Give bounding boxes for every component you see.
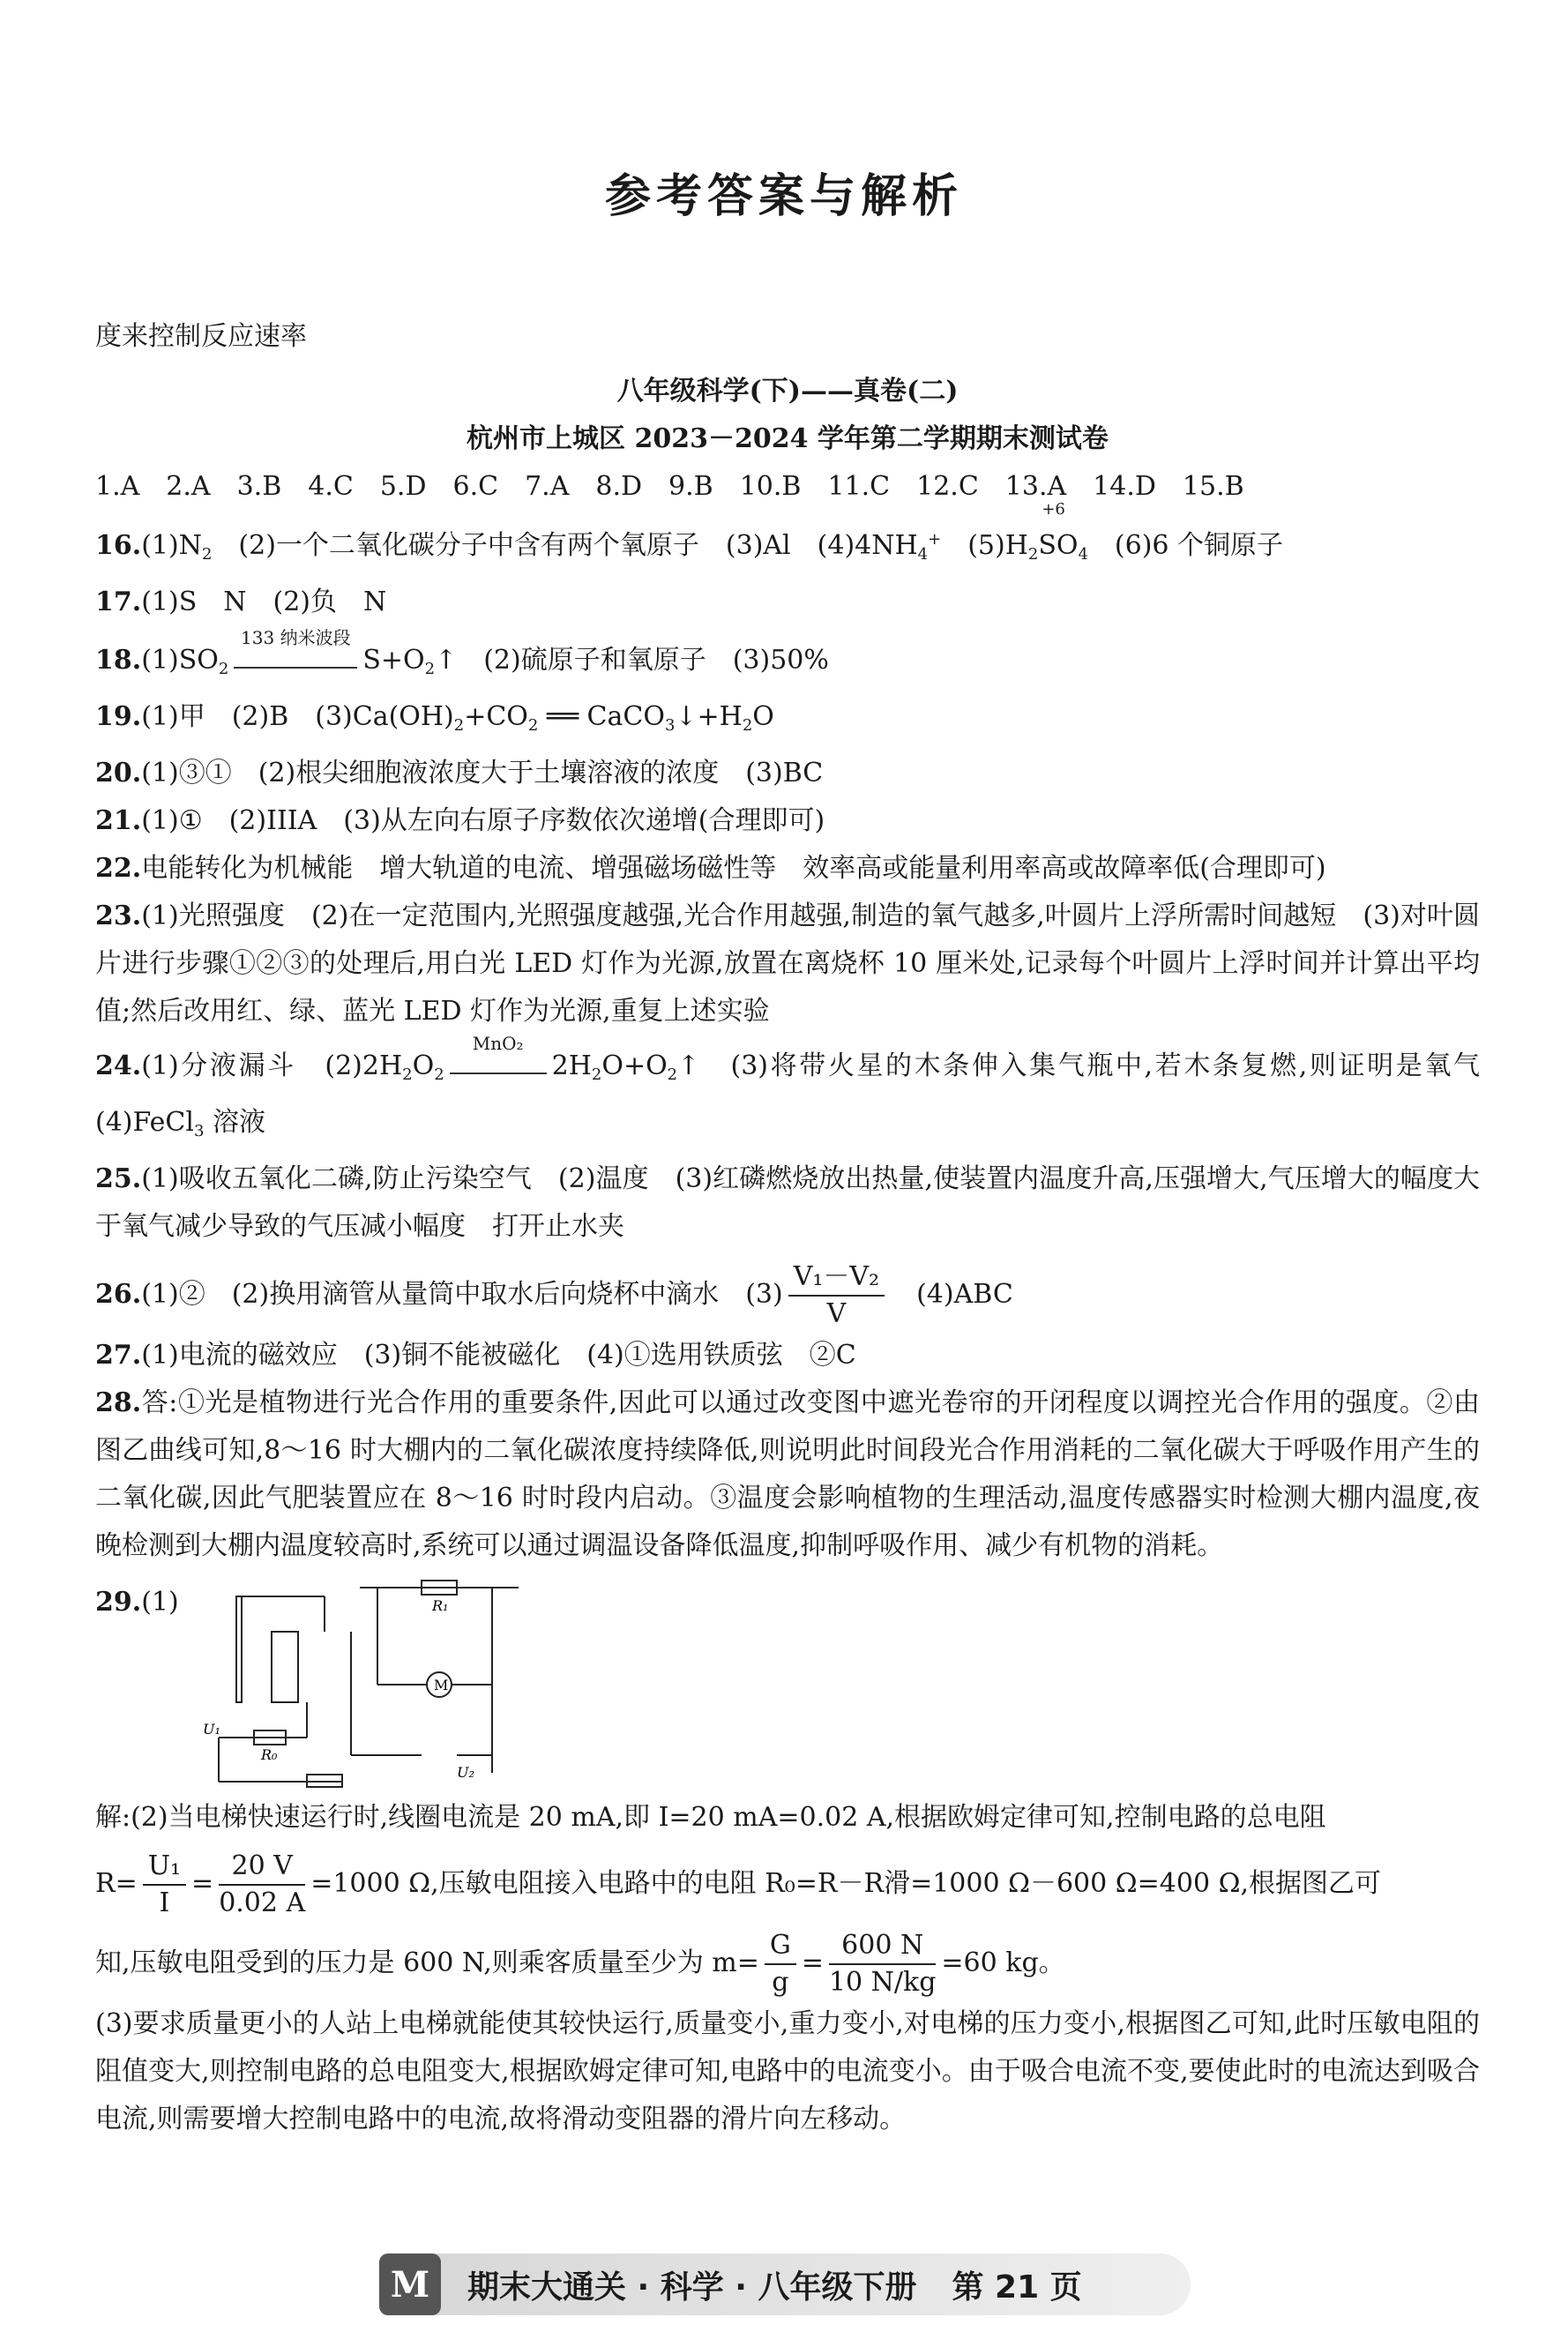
text: (1)吸收五氧化二磷,防止污染空气 (2)温度 (3)红磷燃烧放出热量,使装置内温度升高,压强增大,气压增大的幅度大于氧气减少导致的气压减小幅度 打开止水夹 [95,1163,1480,1242]
text: (1)分液漏斗 (2)2H [141,1050,403,1081]
text: ↓+H [675,701,743,732]
subscript: 2 [424,660,436,678]
q-number: 25. [95,1163,142,1194]
text: (1)甲 (2)B (3)Ca(OH) [141,701,454,732]
section-title: 八年级科学(下)——真卷(二) [616,376,959,407]
q-number: 17. [95,587,142,617]
answer-23 [95,893,1480,1035]
subscript: 2 [1027,545,1039,564]
answer-26 [95,1259,1480,1332]
answer-21 [95,797,1480,845]
mc-answers: 1.A 2.A 3.B 4.C 5.D 6.C 7.A 8.D 9.B 10.B 11.C 12.C 13.A 14.D 15.B [95,471,1244,502]
text: (6)6 个铜原子 [1087,530,1284,561]
text: ↑ (3)将带火星的木条伸入集气瓶中,若木条复燃,则证明是氧气 (4)FeCl [95,1050,1506,1138]
label-r1: R₁ [432,1597,449,1614]
q-number: 22. [95,853,142,884]
text: (1)① (2)IIIA (3)从左向右原子序数依次递增(合理即可) [141,805,825,836]
text: (5)H [941,530,1028,561]
numerator: V₁－V₂ [788,1259,885,1297]
numerator: G [765,1928,796,1965]
subscript: 2 [742,716,753,735]
denominator: V [826,1298,847,1329]
denominator: g [772,1967,789,1998]
answer-19 [95,693,1480,750]
reaction-condition [444,1033,552,1090]
footer-book-title: 期末大通关 · 科学 · 八年级下册 [467,2269,917,2306]
subscript: 3 [664,716,676,735]
subscript: 4 [1078,545,1088,564]
answer-28 [95,1379,1480,1570]
q-number: 29. [95,1587,142,1618]
text: (1)② (2)换用滴管从量筒中取水后向烧杯中滴水 (3) [141,1279,783,1310]
q-number: 28. [95,1387,142,1418]
answer-24 [95,1033,1506,1155]
denominator: 10 N/kg [828,1967,937,1998]
fraction [143,1849,186,1921]
text: R= [95,1868,138,1899]
text: (1)电流的磁效应 (3)铜不能被磁化 (4)①选用铁质弦 ②C [141,1340,856,1371]
page-title: 参考答案与解析 [604,169,963,223]
text: SO [1038,530,1079,561]
answer-29 [95,1579,1480,2143]
subscript: 2 [218,660,229,678]
text: = [191,1868,214,1899]
q29-solution-b [95,1849,1480,1921]
section-subtitle: 杭州市上城区 2023－2024 学年第二学期期末测试卷 [467,423,1109,454]
q29-solution-a: 解:(2)当电梯快速运行时,线圈电流是 20 mA,即 I=20 mA=0.02 A,根据欧姆定律可知,控制电路的总电阻 [95,1802,1326,1833]
subscript: 2 [434,1065,444,1084]
subscript: 2 [527,716,539,735]
q29-solution-c [95,1928,1480,2000]
label-u1: U₁ [203,1721,220,1738]
text: O [752,701,774,732]
text: ══ CaCO [538,701,665,732]
subscript: 2 [667,1065,678,1084]
numerator: 20 V [219,1849,305,1886]
answer-25 [95,1155,1480,1251]
text: (2)一个二氧化碳分子中含有两个氧原子 (3)Al (4)4NH [212,530,918,561]
text: 2H [551,1050,592,1081]
fraction [765,1928,796,2000]
text: (1)S N (2)负 N [141,587,387,617]
numerator: 600 N [829,1928,936,1965]
text: S+O [362,645,425,676]
text: +CO [464,701,528,732]
condition-text: MnO₂ [472,1033,524,1054]
q-number: 21. [95,805,142,836]
text: =60 kg。 [941,1947,1065,1978]
text: 答:①光是植物进行光合作用的重要条件,因此可以通过改变图中遮光卷帘的开闭程度以调控光合作用的强度。②由图乙曲线可知,8～16 时大棚内的二氧化碳浓度持续降低,则说明此时间段光合作用消耗的二氧化碳大于呼吸作用产生的二氧化碳,因此气肥装置应在 8～16 时时段内启动。③温度会影响植物的生理活动,温度传感器实时检测大棚内温度,夜晚检测到大棚内温度较高时,系统可以通过调温设备降低温度,抑制呼吸作用、减少有机物的消耗。 [95,1387,1480,1561]
spring-post [236,1596,242,1702]
q-number: 26. [95,1279,142,1310]
answer-22 [95,845,1480,893]
label-motor: M [434,1677,449,1693]
subscript: 4 [917,545,929,564]
text: = [801,1947,824,1978]
reaction-condition [228,627,362,684]
text: ↑ (2)硫原子和氧原子 (3)50% [435,645,829,676]
q-number: 20. [95,758,142,789]
subscript: 2 [591,1065,602,1084]
denominator: 0.02 A [219,1887,306,1918]
text: (4)ABC [890,1279,1013,1310]
q-number: 23. [95,901,142,931]
answer-content [95,313,1506,2143]
valence: +6 [1042,500,1065,519]
footer-banner [379,2254,1191,2315]
book-logo-icon: M [379,2254,441,2315]
answer-16 [95,500,1480,579]
subscript: 2 [402,1065,413,1084]
text: (1)N [141,530,202,561]
fraction [788,1259,885,1332]
text: (1)③① (2)根尖细胞液浓度大于土壤溶液的浓度 (3)BC [141,758,824,789]
electromagnet-coil [272,1632,298,1702]
superscript: + [928,530,942,549]
text: =1000 Ω,压敏电阻接入电路中的电阻 R₀=R－R滑=1000 Ω－600 Ω=400 Ω,根据图乙可 [310,1868,1381,1899]
page-number: 第 21 页 [952,2269,1082,2306]
fraction [219,1849,305,1921]
condition-text: 133 纳米波段 [241,627,351,648]
subscript: 2 [201,545,213,564]
text: (1)SO [141,645,219,676]
answer-18 [95,627,1480,693]
q29-solution-d: (3)要求质量更小的人站上电梯就能使其较快运行,质量变小,重力变小,对电梯的压力变小,根据图乙可知,此时压敏电阻的阻值变大,则控制电路的总电阻变大,根据欧姆定律可知,电路中的电流变小。由于吸合电流不变,要使此时的电流达到吸合电流,则需要增大控制电路中的电流,故将滑动变阻器的滑片向左移动。 [95,2008,1480,2134]
subscript: 2 [453,716,465,735]
text: 电能转化为机械能 增大轨道的电流、增强磁场磁性等 效率高或能量利用率高或故障率低(合理即可) [141,853,1326,884]
text: O+O [601,1050,668,1081]
text: 溶液 [204,1107,265,1138]
numerator: U₁ [143,1849,186,1886]
answer-27 [95,1332,1480,1379]
label-r0: R₀ [261,1746,278,1763]
label-u2: U₂ [457,1764,474,1781]
fraction [829,1928,936,2000]
q-number: 18. [95,645,142,676]
denominator: I [159,1887,170,1918]
q-number: 24. [95,1050,142,1081]
q-number: 19. [95,701,142,732]
circuit-diagram [201,1579,519,1790]
q29-part1 [95,1579,183,1626]
text: O [412,1050,435,1081]
answer-20 [95,750,1480,797]
text: (1)光照强度 (2)在一定范围内,光照强度越强,光合作用越强,制造的氧气越多,叶圆片上浮所需时间越短 (3)对叶圆片进行步骤①②③的处理后,用白光 LED 灯作为光源,放置在离烧杯 10 厘米处,记录每个叶圆片上浮时间并计算出平均值;然后改用红、绿、蓝光 LED 灯作为光源,重复上述实验 [95,901,1480,1027]
text: (1) [141,1587,179,1618]
q-number: 16. [95,530,142,561]
q-number: 27. [95,1340,142,1371]
text: 知,压敏电阻受到的压力是 600 N,则乘客质量至少为 m= [95,1947,759,1978]
intro-line: 度来控制反应速率 [95,321,307,352]
subscript: 3 [193,1122,205,1140]
